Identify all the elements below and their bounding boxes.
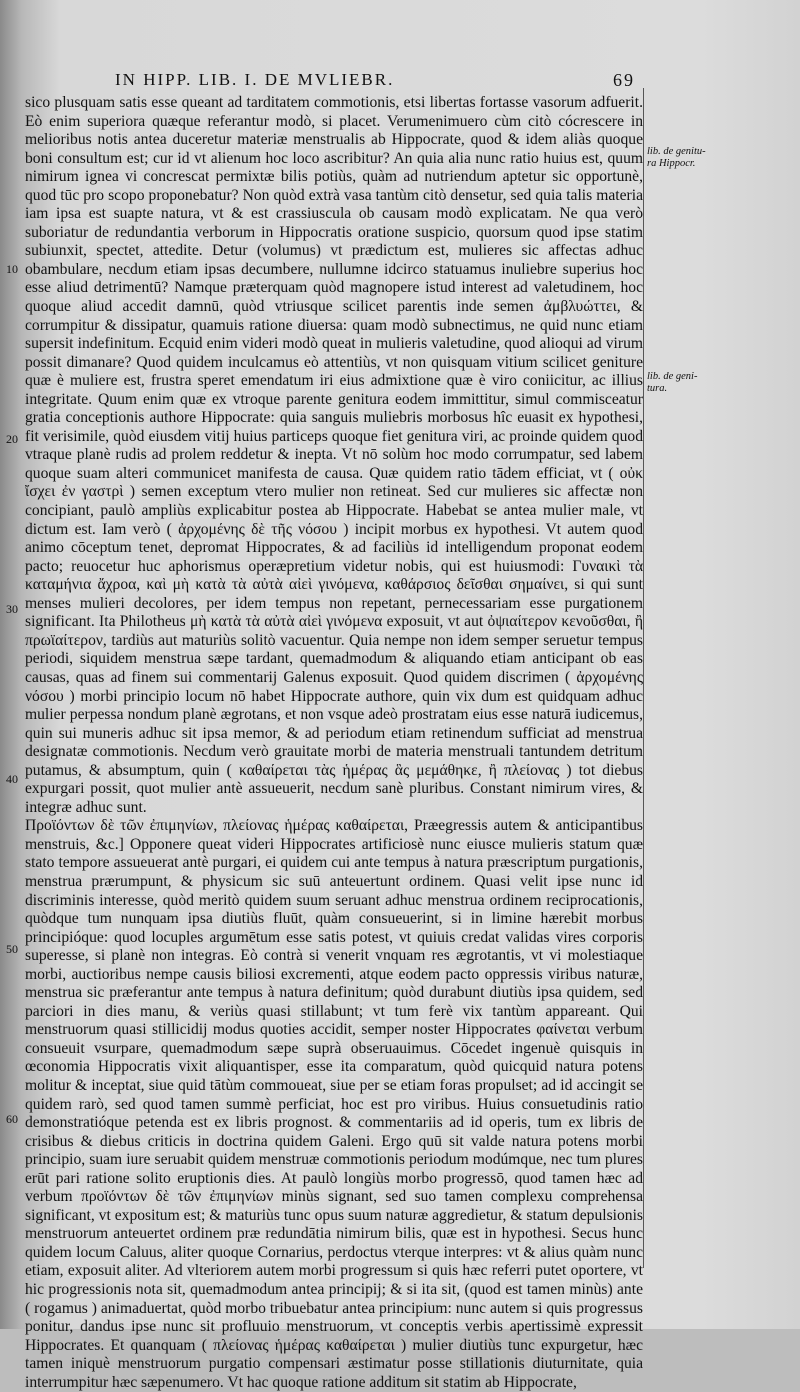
line-number: 30 <box>6 602 18 616</box>
running-title: IN HIPP. LIB. I. DE MVLIEBR. <box>115 70 395 89</box>
page-number: 69 <box>613 70 635 90</box>
line-number: 50 <box>6 942 18 956</box>
line-number: 10 <box>6 262 18 276</box>
main-text-column <box>25 94 643 1391</box>
line-number: 20 <box>6 432 18 446</box>
paragraph: Προϊόντων δὲ τῶν ἐπιμηνίων, πλείονας ἡμέρας καθαίρεται, Præegressis autem & anticipantibus menstruis, &c.] Opponere queat videri Hippocrates artificiosè nunc eiusce mulieris statum quæ stato tempore assueuerat antè purgari, ei quidem cui ante tempus à natura præscriptum purgationis, menstrua prærumpunt, & physicum sic suū anteuertunt ordinem. Quasi velit ipse nunc id discriminis interesse, quòd meritò quidem suum seruant adhuc menstrua ordinem reciprocationis, quòdque tum nunquam ipsa diutiùs fluūt, quàm consueuerint, si in limine hærebit morbus principióque: quod locuples argumētum esse satis potest, vt quiuis credat validas vires corporis superesse, si planè non integras. Eò contrà si venerit vnquam res ægrotantis, vt vi molestiaque morbi, auctioribus nempe causis biliosi excrementi, atque eodem pacto oppressis viribus naturæ, menstrua sic præferantur ante tempus à natura definitum; quòd durabunt diutiùs ipsa quidem, sed parciori in dies manu, & veriùs quasi stillabunt; vt tum ferè vix tantùm appareant. Qui menstruorum quasi stillicidij modus quoties accidit, semper noster Hippocrates φαίνεται verbum consueuit vsurpare, quemadmodum sæpe suprà obseruauimus. Cōcedet ingenuè quisquis in œconomia Hippocratis vixit aliquantisper, esse ita comparatum, quòd quicquid natura potens molitur & inceptat, siue quid tātùm commoueat, siue per se etiam foras propulset; ad id accingit se quidem rarò, sed quod tamen summè perficiat, hoc est pro viribus. Huius consuetudinis ratio demonstratióque petenda est ex libris prognost. & commentariis ad id operis, tum ex libris de crisibus & diebus criticis in doctrina quidem Galeni. Ergo quū sit valde natura potens morbi principio, suam iure seruabit quidem menstruæ commotionis periodum modúmque, nec tum plures erūt pari ratione solito eruptionis dies. At paulò longiùs morbo progressō, quod tamen hæc ad verbum προϊόντων δὲ τῶν ἐπιμηνίων minùs signant, sed suo tamen complexu comprehensa significant, vt expositum est; & maturiùs tunc opus suum naturæ aggredietur, & statum depulsionis menstruorum anteuertet ordinem præ redundātia nimirum bilis, quæ est in hypothesi. Secus hunc quidem locum Caluus, aliter quoque Cornarius, perdoctus vterque interpres: vt & alius quàm nunc etiam, exposuit aliter. Ad vlteriorem autem morbi progressum si quis hæc referri putet oportere, vt hic progressionis nota sit, quemadmodum antea principij; & si ita sit, (quod est tamen minùs) ante ( rogamus ) animaduertat, quòd morbo tribuebatur antea principium: nunc autem si quis progressus ponitur, dandus ipse nunc sit profluuio menstruorum, vt conceptis verbis apertissimè expressit Hippocrates. Et quanquam ( πλείονας ἡμέρας καθαίρεται ) mulier diutiùs tunc expurgetur, hæc tamen iniquè menstruorum purgatio compensari æstimatur posse stillationis diuturnitate, quia interrumpitur hæc sæpenumero. Vt hac quoque ratione additum sit statim ab Hippocrate, <box>25 817 643 1391</box>
margin-note: lib. de genitu-ra Hippocr. <box>647 146 706 169</box>
paragraph: sico plusquam satis esse queant ad tarditatem commotionis, etsi libertas fortasse vasorum adfuerit. Eò enim superiora quæque referantur modò, si placet. Verumenimuero cùm citò cócrescere in melioribus notis antea duceretur materiæ menstrualis ab Hippocrate, quod & idem aliàs quoque boni consultum est; cur id vt alienum hoc loco ascribitur? An quia alia nunc ratio huius est, quum nimirum ignea vi concrescat permixtæ bilis potiùs, quàm ad nutriendum aptetur sic opportunè, quod tūc pro scopo proponebatur? Non quòd extrà vasa tantùm citò densetur, sed quia talis materia iam ipsa est suapte natura, vt & est crassiuscula ob causam modò explicatam. Ne qua verò suboriatur de redundantia verborum in Hippocratis oratione suspicio, quorsum quod ipse statim subiunxit, spectet, attedite. Detur (volumus) vt prædictum est, mulieres sic affectas adhuc obambulare, necdum etiam ipsas decumbere, nullumne idcirco statuamus inuliebre superius hoc esse aliud detrimentū? Namque præterquam quòd magnopere istud interest ad valetudinem, hoc quoque aliud accedit damnū, quòd vtriusque scilicet parentis inde semen ἀμβλυώττει, & corrumpitur & dissipatur, quamuis ratione diuersa: quam modò subnectimus, ne quid nunc etiam supersit indefinitum. Ecquid enim videri modò queat in mulieris valetudine, quod alioqui ad virum possit dimanare? Quod quidem inculcamus eò attentiùs, vt non quisquam vitium scilicet geniture quæ è muliere est, frustra speret emendatum iri eius admixtione quæ è viro coniicitur, ac illius integritate. Quum enim quæ ex vtroque parente genitura eodem immittitur, simul commisceatur gratia conceptionis authore Hippocrate: quia sanguis muliebris morbosus hîc euasit ex hypothesi, fit verisimile, quòd eiusdem vitij huius particeps quoque fiet genitura viri, ac proinde quidem quod vtraque planè rudis ad prolem reddetur & inepta. Vt nō solùm hoc modo corrumpatur, sed labem quoque suam alteri communicet manifesta de causa. Quæ quidem ratio tādem efficiat, vt ( οὐκ ἴσχει ἐν γαστρὶ ) semen exceptum vtero mulier non retineat. Sed cur mulieres sic affectæ non concipiant, paulò ampliùs explicabitur postea ab Hippocrate. Habebat se antea mulier male, vt dictum est. Iam verò ( ἀρχομένης δὲ τῆς νόσου ) incipit morbus ex hypothesi. Vt autem quod animo cōceptum tenet, depromat Hippocrates, & ad faciliùs id intelligendum proponat eodem pacto; reuocetur huc aphorismus operæpretium videtur nobis, qui est huiusmodi: Γυναικὶ τὰ καταμήνια ἄχροα, καὶ μὴ κατὰ τὰ αὐτὰ αἰεὶ γινόμενα, καθάρσιος δεῖσθαι σημαίνει, si qui sunt menses mulieri decolores, per idem tempus non repetant, pernecessariam esse purgationem significant. Ita Philotheus μὴ κατὰ τὰ αὐτὰ αἰεὶ γινόμενα exposuit, vt aut ὀψιαίτερον κενοῦσθαι, ἢ πρωϊαίτερον, tardiùs aut maturiùs solitò vacuentur. Quia nempe non idem semper seruetur tempus periodi, siquidem menstrua sæpe tardant, quemadmodum & aliquando etiam anticipant ob eas causas, quas ad finem sui commentarij Galenus exposuit. Quod quidem discrimen ( ἀρχομένης νόσου ) morbi principio locum nō habet Hippocrate authore, quin vix dum est quidquam adhuc mulier perpessa nondum planè ægrotans, et non vsque adeò prostratam eius esse naturā iudicemus, quin sui muneris adhuc sit ipsa memor, & ad periodum etiam retinendum sufficiat ad menstrua designatæ commotionis. Necdum verò grauitate morbi de materia menstruali tantundem detritum putamus, & absumptum, quin ( καθαίρεται τὰς ἡμέρας ἃς μεμάθηκε, ἢ πλείονας ) tot diebus expurgari possit, quot mulier antè assueuerit, necdum sanè pluribus. Constant nimirum vires, & integræ adhuc sunt. <box>25 94 643 816</box>
margin-rule <box>643 88 644 1268</box>
running-header <box>115 70 645 92</box>
line-number: 60 <box>6 1112 18 1126</box>
line-number: 40 <box>6 772 18 786</box>
margin-note: lib. de geni-tura. <box>647 371 698 394</box>
